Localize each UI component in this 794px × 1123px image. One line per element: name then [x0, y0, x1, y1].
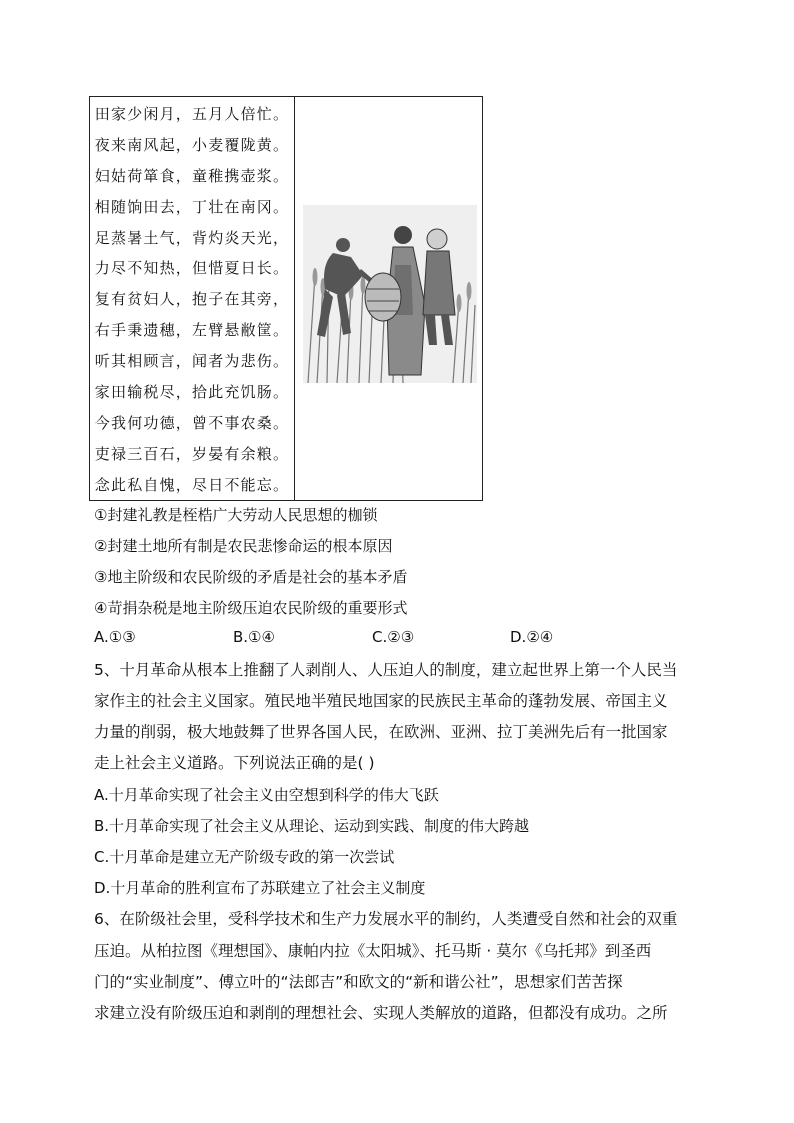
q6-line: 门的“实业制度”、傅立叶的“法郎吉”和欧文的“新和谐公社”，思想家们苦苦探 — [94, 973, 623, 991]
statement-1: ①封建礼教是桎梏广大劳动人民思想的枷锁 — [94, 506, 378, 524]
option-a: A.①③ — [94, 628, 136, 646]
poem-line: 田家少闲月，五月人倍忙。 — [94, 105, 290, 123]
q5-line: 走上社会主义道路。下列说法正确的是( ) — [94, 754, 375, 772]
option-c: C.②③ — [372, 628, 415, 646]
q6-line: 求建立没有阶级压迫和剥削的理想社会、实现人类解放的道路，但都没有成功。之所 — [94, 1004, 668, 1022]
poem-line: 念此私自愧，尽日不能忘。 — [94, 475, 290, 494]
poem-column — [90, 97, 295, 500]
statement-2: ②封建土地所有制是农民悲惨命运的根本原因 — [94, 537, 393, 555]
statement-4: ④苛捐杂税是地主阶级压迫农民阶级的重要形式 — [94, 599, 408, 617]
q6-line: 6、在阶级社会里，受科学技术和生产力发展水平的制约，人类遭受自然和社会的双重 — [94, 910, 678, 928]
option-d: D.②④ — [510, 628, 554, 646]
q5-line: 家作主的社会主义国家。殖民地半殖民地国家的民族民主革命的蓬勃发展、帝国主义 — [94, 692, 668, 710]
q5-choice-b: B.十月革命实现了社会主义从理论、运动到实践、制度的伟大跨越 — [94, 817, 530, 835]
poem-line: 家田输税尽，拾此充饥肠。 — [94, 383, 290, 402]
poem-line: 今我何功德，曾不事农桑。 — [94, 413, 290, 432]
poem-line: 复有贫妇人，抱子在其旁， — [94, 290, 290, 309]
poem-line: 妇姑荷箪食，童稚携壶浆。 — [94, 166, 290, 185]
poem-line: 听其相顾言，闻者为悲伤。 — [94, 352, 290, 371]
poem-line: 夜来南风起，小麦覆陇黄。 — [94, 135, 290, 154]
illustration-cell — [295, 97, 482, 500]
q5-line: 5、十月革命从根本上推翻了人剥削人、人压迫人的制度，建立起世界上第一个人民当 — [94, 661, 678, 679]
poem-line: 足蒸暑土气，背灼炎天光， — [94, 228, 290, 247]
q5-choice-d: D.十月革命的胜利宣布了苏联建立了社会主义制度 — [94, 879, 426, 897]
poem-table — [89, 96, 483, 501]
harvest-scene-illustration-icon — [303, 205, 477, 383]
poem-line: 相随饷田去，丁壮在南冈。 — [94, 197, 290, 216]
poem-line: 右手秉遗穗，左臂悬敝筐。 — [94, 321, 290, 340]
statement-3: ③地主阶级和农民阶级的矛盾是社会的基本矛盾 — [94, 568, 408, 586]
poem-line: 力尽不知热，但惜夏日长。 — [94, 259, 290, 278]
q5-line: 力量的削弱，极大地鼓舞了世界各国人民，在欧洲、亚洲、拉丁美洲先后有一批国家 — [94, 723, 668, 741]
q6-line: 压迫。从柏拉图《理想国》、康帕内拉《太阳城》、托马斯 · 莫尔《乌托邦》到圣西 — [94, 942, 652, 960]
option-b: B.①④ — [233, 628, 275, 646]
q5-choice-c: C.十月革命是建立无产阶级专政的第一次尝试 — [94, 848, 395, 866]
poem-line: 吏禄三百石，岁晏有余粮。 — [94, 444, 290, 463]
q5-choice-a: A.十月革命实现了社会主义由空想到科学的伟大飞跃 — [94, 786, 439, 804]
